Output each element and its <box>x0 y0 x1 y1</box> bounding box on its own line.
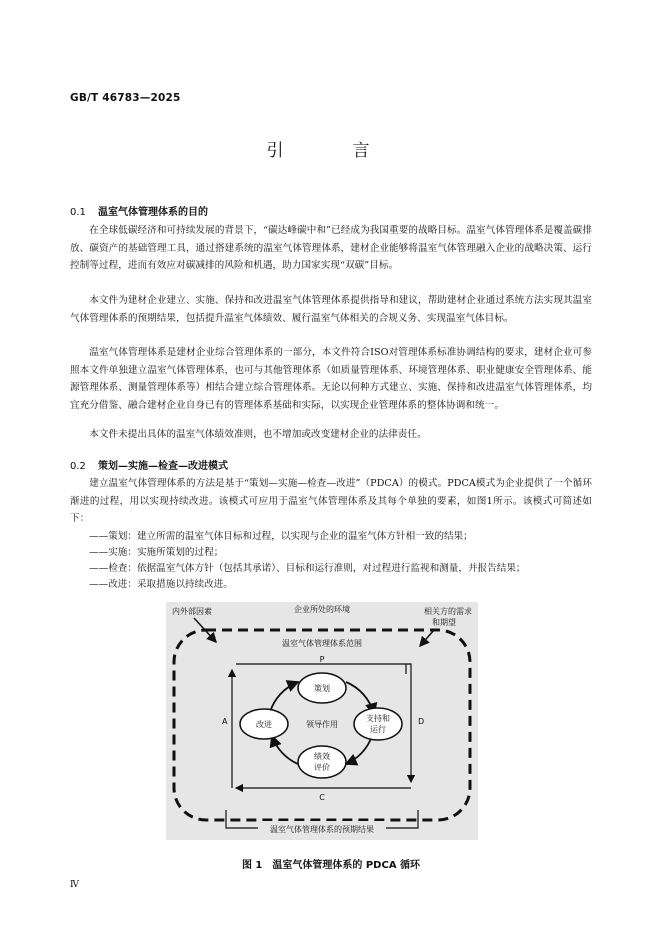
standard-number: GB/T 46783—2025 <box>70 92 181 104</box>
cycle-arrow <box>270 682 298 712</box>
section-number: 0.1 <box>70 207 86 218</box>
internal-external-label: 内外部因素 <box>172 607 212 616</box>
section-heading-0-1 <box>70 203 208 218</box>
section-title: 策划—实施—检查—改进模式 <box>98 461 228 472</box>
c-label: C <box>319 793 325 802</box>
section-number: 0.2 <box>70 461 86 472</box>
cycle-arrow <box>346 736 372 764</box>
environment-label: 企业所处的环境 <box>294 605 350 614</box>
paragraph: 在全球低碳经济和可持续发展的背景下，“碳达峰碳中和”已经成为我国重要的战略目标。温室气体管理体系是覆盖碳排放、碳资产的基础管理工具，通过搭建系统的温室气体管理体系，建材企业能够将温室气体管理融入企业的战略决策、运行控制等过程，进而有效应对碳减排的风险和机遇，助力国家实现“双碳”目标。 <box>70 225 592 272</box>
paragraph: 温室气体管理体系是建材企业综合管理体系的一部分，本文件符合ISO对管理体系标准协调结构的要求，建材企业可参照本文件单独建立温室气体管理体系，也可与其他管理体系（如质量管理体系、环境管理体系、职业健康安全管理体系、能源管理体系、测量管理体系等）相结合建立综合管理体系。无论以何种方式建立、实施、保持和改进温室气体管理体系，均宜充分借鉴、融合建材企业自身已有的管理体系基础和实际，以实现企业管理体系的整体协调和统一。 <box>70 347 592 411</box>
scope-label: 温室气体管理体系范围 <box>282 639 362 648</box>
d-label: D <box>418 717 425 726</box>
stakeholders-arrow <box>420 630 434 646</box>
support-label-line1: 支持和 <box>366 714 390 723</box>
list-item: ——策划：建立所需的温室气体目标和过程，以实现与企业的温室气体方针相一致的结果； <box>89 531 473 542</box>
leadership-label: 领导作用 <box>306 720 338 729</box>
paragraph: 建立温室气体管理体系的方法是基于“策划—实施—检查—改进”（PDCA）的模式。PDCA模式为企业提供了一个循环渐进的过程，用以实现持续改进。该模式可应用于温室气体管理体系及其每个单独的要素，如图1所示。该模式可简述如下： <box>70 478 592 525</box>
list-item: ——实施：实施所策划的过程； <box>89 547 224 558</box>
pdca-figure <box>166 602 478 840</box>
performance-label-line1: 绩效 <box>314 752 330 761</box>
performance-node <box>298 746 346 778</box>
stakeholders-label-line2: 和期望 <box>432 618 456 627</box>
result-label: 温室气体管理体系的预期结果 <box>270 825 374 834</box>
list-item: ——检查：依据温室气体方针（包括其承诺）、目标和运行准则，对过程进行监视和测量，并报告结果； <box>89 563 526 574</box>
cycle-arrow <box>272 736 298 764</box>
stakeholders-label-line1: 相关方的需求 <box>424 607 472 616</box>
performance-label-line2: 评价 <box>314 763 330 772</box>
figure-caption: 图 1 温室气体管理体系的 PDCA 循环 <box>241 860 421 871</box>
paragraph: 本文件未提出具体的温室气体绩效准则，也不增加或改变建材企业的法律责任。 <box>89 429 427 440</box>
paragraph: 本文件为建材企业建立、实施、保持和改进温室气体管理体系提供指导和建议，帮助建材企业通过系统方法实现其温室气体管理体系的预期结果，包括提升温室气体绩效、履行温室气体相关的合规义务、实现温室气体目标。 <box>70 295 592 324</box>
section-heading-0-2 <box>70 457 228 472</box>
page-number: Ⅳ <box>70 880 79 890</box>
support-node <box>354 708 402 740</box>
support-label-line2: 运行 <box>370 725 386 734</box>
p-label: P <box>319 655 325 664</box>
pdca-diagram <box>166 602 478 840</box>
a-label: A <box>222 717 228 726</box>
plan-label: 策划 <box>314 684 330 693</box>
list-item: ——改进：采取措施以持续改进。 <box>89 579 233 590</box>
d-line <box>406 664 411 782</box>
page-title: 引 言 <box>266 141 396 161</box>
improve-label: 改进 <box>256 720 272 729</box>
section-title: 温室气体管理体系的目的 <box>98 207 208 218</box>
